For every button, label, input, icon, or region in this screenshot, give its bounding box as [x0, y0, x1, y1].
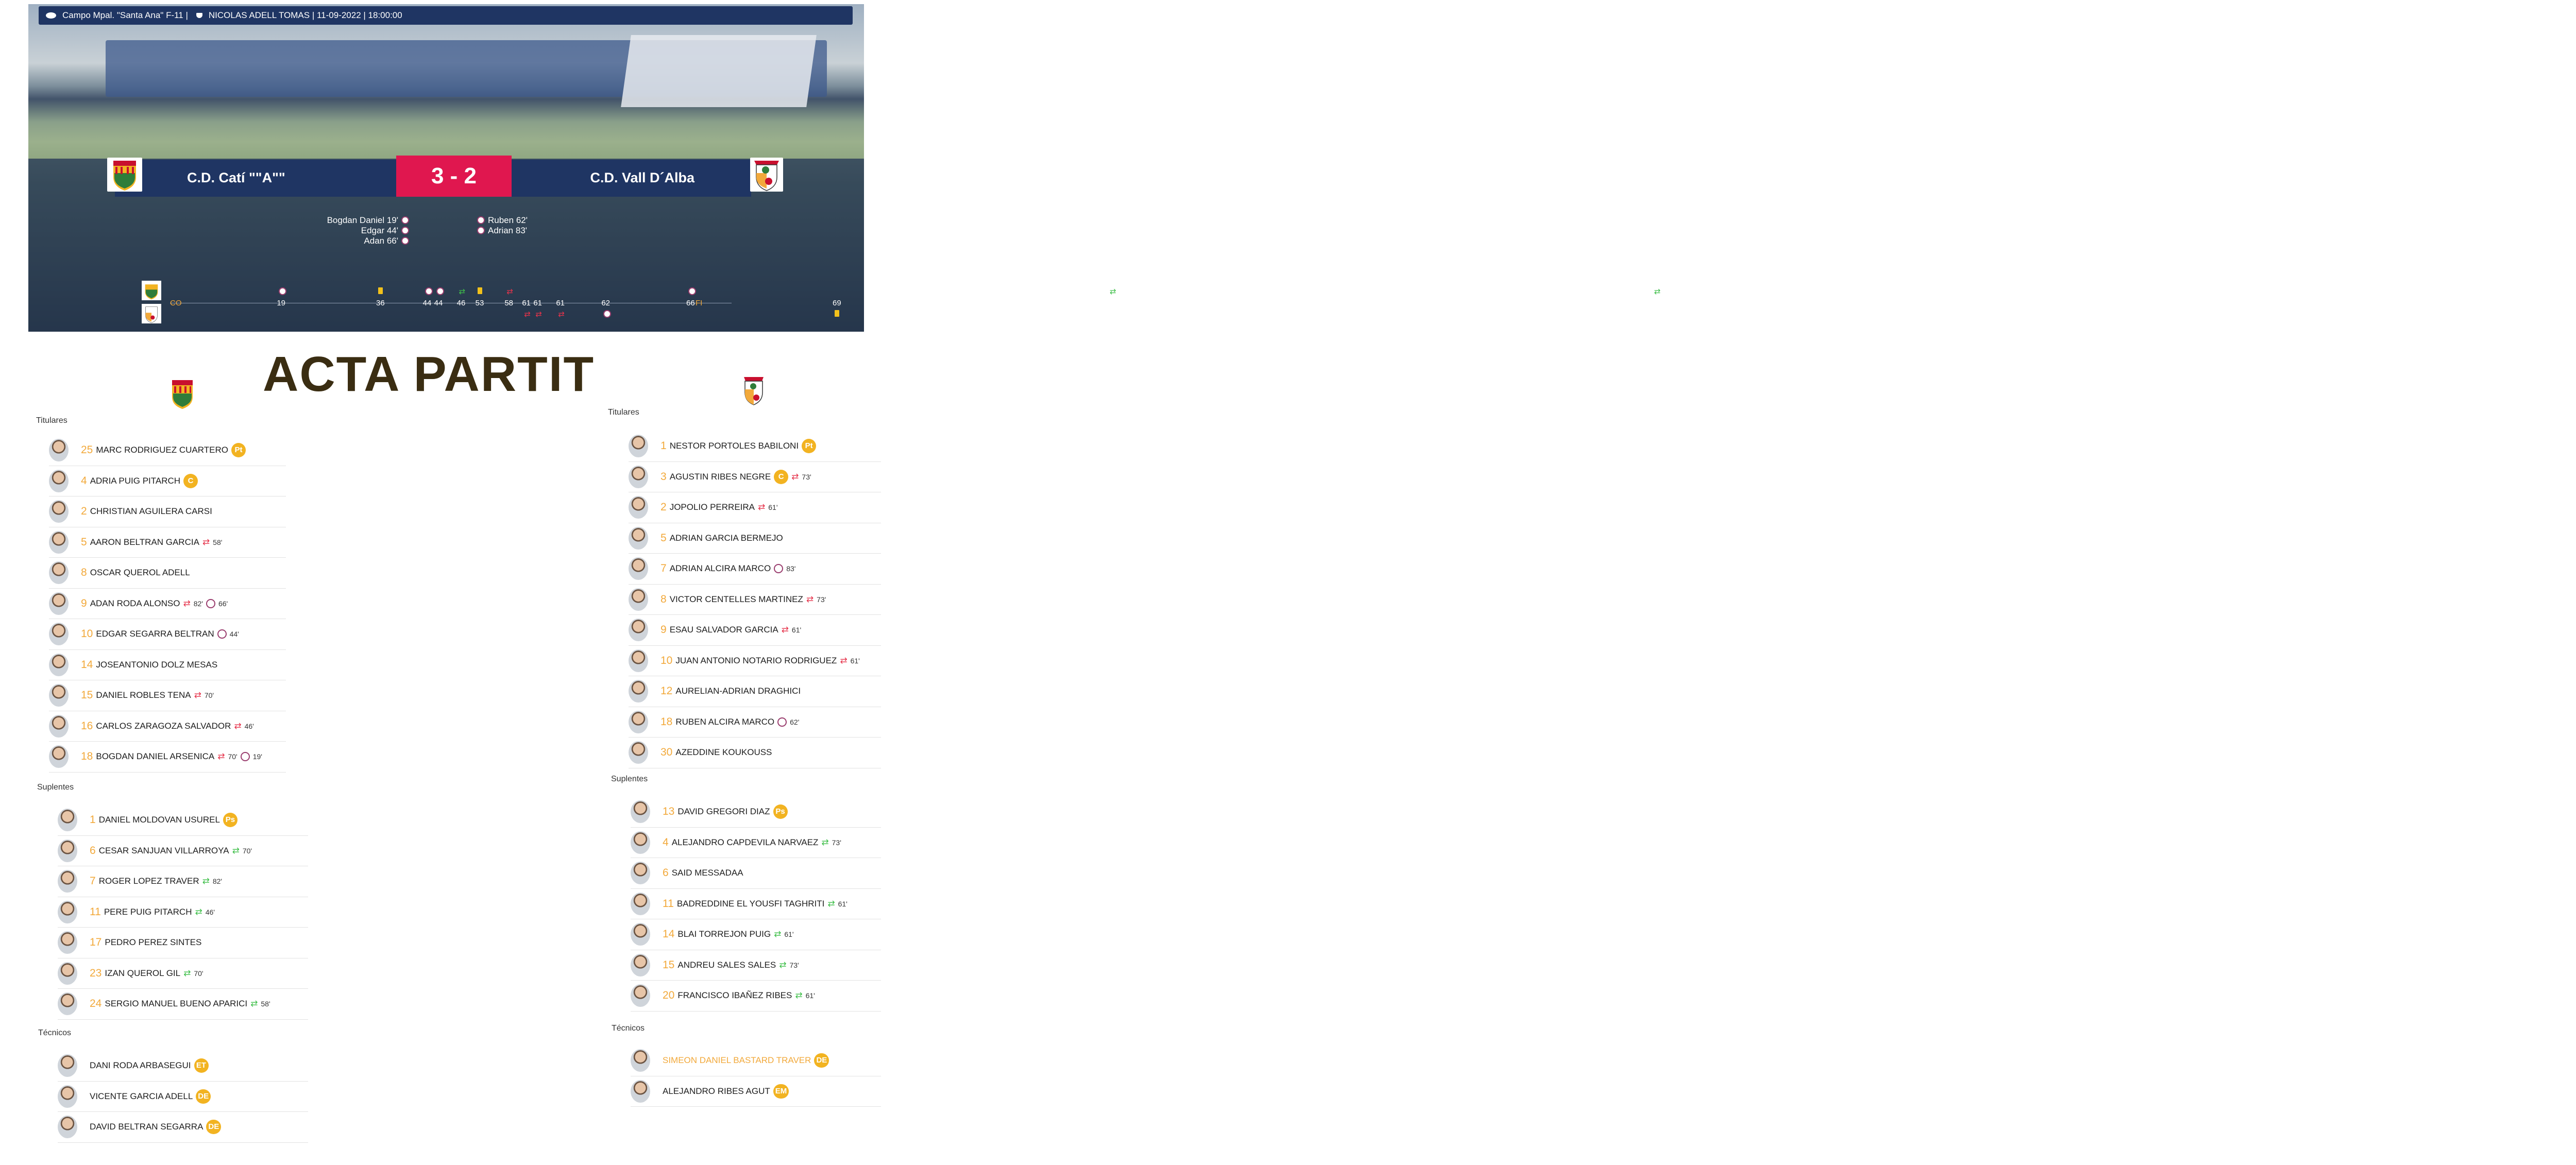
- player-avatar: [629, 588, 648, 611]
- player-avatar: [631, 923, 650, 946]
- substitution-event: ⇄ 61': [827, 899, 848, 909]
- home-staff-list: [58, 1051, 308, 1143]
- goal-icon: [603, 310, 611, 318]
- timeline-minute: 61: [533, 299, 543, 307]
- player-name[interactable]: ALEJANDRO RIBES AGUT: [663, 1086, 770, 1096]
- substitution-event: ⇄ 73': [779, 960, 799, 970]
- player-number: 4: [81, 474, 87, 487]
- player-number: 15: [663, 958, 675, 971]
- player-avatar: [49, 439, 69, 461]
- timeline-minute: 58: [504, 299, 514, 307]
- player-avatar: [629, 496, 648, 519]
- away-team-bar: [477, 160, 751, 197]
- substitution-event: ⇄ 58': [250, 999, 270, 1009]
- substitution-icon: [1110, 287, 1118, 295]
- home-crest-icon: [142, 281, 161, 300]
- referee-date-text: NICOLAS ADELL TOMAS | 11-09-2022 | 18:00:00: [208, 10, 402, 20]
- player-avatar: [58, 809, 77, 831]
- away-crest-icon[interactable]: [750, 158, 783, 192]
- role-badge: EM: [773, 1084, 789, 1099]
- player-row[interactable]: [629, 431, 881, 462]
- player-avatar: [58, 1116, 77, 1138]
- player-row[interactable]: [629, 492, 881, 523]
- player-number: 6: [90, 844, 96, 856]
- player-row[interactable]: [631, 889, 881, 920]
- goal-icon: [477, 216, 485, 224]
- substitution-icon: [524, 310, 532, 317]
- timeline-minute: 53: [475, 299, 484, 307]
- timeline-minute: 61: [556, 299, 565, 307]
- player-number: 9: [81, 597, 87, 609]
- substitution-icon: [558, 310, 566, 317]
- player-row[interactable]: [631, 1076, 881, 1107]
- substitution-event: ⇄ 70': [232, 846, 252, 856]
- player-row[interactable]: [631, 797, 881, 828]
- home-crest-icon[interactable]: [107, 158, 142, 192]
- player-avatar: [49, 654, 69, 676]
- substitution-event: ⇄ 61': [774, 929, 794, 939]
- substitution-icon: [535, 310, 544, 317]
- timeline-minute: 44: [422, 299, 432, 307]
- goal-icon: [477, 227, 485, 234]
- player-name[interactable]: SERGIO MANUEL BUENO APARICI: [105, 999, 248, 1009]
- player-avatar: [629, 619, 648, 641]
- timeline-minute: 69: [833, 299, 841, 307]
- away-titulares-label: Titulares: [608, 408, 639, 417]
- goal-event: 44': [217, 629, 239, 639]
- player-row[interactable]: [631, 919, 881, 950]
- substitution-event: ⇄ 61': [758, 502, 778, 512]
- yellow-card-icon: [835, 310, 839, 317]
- home-team-name: C.D. Catí ""A"": [187, 170, 285, 185]
- player-row[interactable]: [629, 523, 881, 554]
- player-name[interactable]: DAVID BELTRAN SEGARRA: [90, 1122, 204, 1132]
- player-name[interactable]: AZEDDINE KOUKOUSS: [675, 747, 772, 758]
- player-row[interactable]: [58, 836, 308, 867]
- player-avatar: [49, 470, 69, 492]
- player-name[interactable]: ADAN RODA ALONSO: [90, 598, 180, 608]
- home-crest-icon: [168, 378, 197, 411]
- goal-icon: [279, 287, 286, 295]
- player-avatar: [629, 680, 648, 703]
- player-row[interactable]: [49, 527, 286, 558]
- goal-event: 83': [774, 564, 795, 573]
- player-name[interactable]: ADRIAN ALCIRA MARCO: [669, 563, 771, 574]
- player-number: 2: [81, 505, 87, 518]
- player-name[interactable]: BOGDAN DANIEL ARSENICA: [96, 751, 215, 762]
- player-number: 15: [81, 689, 93, 701]
- role-badge: C: [774, 470, 788, 484]
- player-name[interactable]: JUAN ANTONIO NOTARIO RODRIGUEZ: [675, 655, 837, 665]
- home-team-bar: [115, 160, 396, 197]
- away-subs-list: [631, 797, 881, 1012]
- substitution-event: ⇄ 73': [806, 594, 826, 605]
- match-info-bar: [39, 6, 853, 25]
- player-row[interactable]: [629, 707, 881, 738]
- player-number: 17: [90, 936, 102, 949]
- player-row[interactable]: [58, 866, 308, 897]
- away-suplentes-label: Suplentes: [611, 775, 648, 783]
- player-avatar: [631, 893, 650, 915]
- player-avatar: [631, 862, 650, 884]
- player-avatar: [631, 800, 650, 823]
- player-number: 14: [663, 928, 675, 940]
- goal-icon: [401, 227, 409, 234]
- timeline-end: FI: [696, 299, 703, 307]
- player-row[interactable]: [49, 496, 286, 527]
- player-name[interactable]: VICENTE GARCIA ADELL: [90, 1091, 193, 1101]
- scoreboard: [87, 156, 778, 197]
- player-name[interactable]: JOPOLIO PERREIRA: [669, 502, 755, 512]
- away-starters-list: [629, 431, 881, 768]
- player-avatar: [58, 840, 77, 862]
- goal-icon: [401, 216, 409, 224]
- player-avatar: [58, 962, 77, 985]
- player-avatar: [631, 1049, 650, 1072]
- substitution-event: ⇄ 46': [234, 721, 254, 731]
- player-number: 11: [90, 905, 101, 918]
- away-scorers: [474, 215, 577, 236]
- player-number: 7: [660, 562, 667, 575]
- home-starters-list: [49, 435, 286, 773]
- player-number: 9: [660, 624, 667, 636]
- player-name[interactable]: AGUSTIN RIBES NEGRE: [669, 471, 771, 482]
- player-avatar: [58, 870, 77, 893]
- player-avatar: [58, 1085, 77, 1108]
- player-avatar: [629, 527, 648, 550]
- role-badge: ET: [194, 1058, 209, 1073]
- player-avatar: [629, 741, 648, 764]
- player-number: 8: [660, 593, 667, 605]
- player-row[interactable]: [629, 646, 881, 677]
- player-number: 18: [660, 715, 673, 728]
- player-row[interactable]: [631, 828, 881, 859]
- player-avatar: [58, 1054, 77, 1077]
- player-avatar: [629, 557, 648, 580]
- goal-event: 19': [241, 752, 262, 761]
- player-name[interactable]: PERE PUIG PITARCH: [104, 906, 192, 917]
- player-number: 10: [81, 628, 93, 640]
- player-avatar: [49, 745, 69, 768]
- player-name[interactable]: ANDREU SALES SALES: [677, 960, 776, 970]
- away-scorer: Ruben 62': [474, 215, 577, 226]
- player-row[interactable]: [49, 742, 286, 773]
- referee-icon: [196, 13, 202, 18]
- player-row[interactable]: [58, 1051, 308, 1082]
- player-row[interactable]: [631, 981, 881, 1012]
- timeline-minute: 46: [456, 299, 466, 307]
- player-avatar: [49, 623, 69, 645]
- stadium-icon: [46, 12, 56, 19]
- away-team-name: C.D. Vall D´Alba: [590, 170, 694, 185]
- player-row[interactable]: [49, 711, 286, 742]
- player-row[interactable]: [58, 805, 308, 836]
- player-number: 24: [90, 998, 102, 1010]
- player-number: 18: [81, 750, 93, 763]
- substitution-event: ⇄ 82': [183, 598, 203, 609]
- player-number: 16: [81, 719, 93, 732]
- player-avatar: [49, 715, 69, 738]
- player-row[interactable]: [58, 989, 308, 1020]
- home-scorers: [289, 215, 412, 246]
- substitution-event: ⇄ 70': [183, 968, 204, 979]
- home-subs-list: [58, 805, 308, 1020]
- player-name[interactable]: BLAI TORREJON PUIG: [677, 929, 771, 939]
- role-badge: Pt: [802, 439, 816, 453]
- player-row[interactable]: [49, 558, 286, 589]
- player-name[interactable]: DANIEL ROBLES TENA: [96, 690, 191, 700]
- player-row[interactable]: [49, 619, 286, 650]
- role-badge: DE: [196, 1089, 211, 1104]
- goal-icon: [688, 287, 696, 295]
- player-number: 1: [660, 440, 667, 452]
- away-staff-list: [631, 1046, 881, 1107]
- player-avatar: [49, 500, 69, 523]
- venue-text: Campo Mpal. "Santa Ana" F-11 |: [62, 10, 188, 20]
- player-number: 30: [660, 746, 673, 759]
- substitution-event: ⇄ 61': [795, 990, 815, 1001]
- player-avatar: [631, 984, 650, 1007]
- player-number: 25: [81, 444, 93, 456]
- stadium-building: [621, 35, 817, 107]
- player-name[interactable]: ESAU SALVADOR GARCIA: [669, 625, 778, 635]
- substitution-event: ⇄ 73': [821, 837, 841, 848]
- score: 3 - 2: [396, 156, 512, 197]
- home-scorer: Adan 66': [289, 236, 412, 246]
- substitution-icon: [506, 287, 515, 295]
- substitution-event: ⇄ 58': [202, 537, 223, 547]
- player-avatar: [49, 561, 69, 584]
- player-row[interactable]: [49, 680, 286, 711]
- player-number: 7: [90, 875, 96, 887]
- player-number: 13: [663, 806, 675, 818]
- player-row[interactable]: [58, 928, 308, 958]
- player-name[interactable]: IZAN QUEROL GIL: [105, 968, 181, 978]
- yellow-card-icon: [478, 287, 482, 294]
- player-number: 4: [663, 836, 669, 848]
- player-number: 1: [90, 814, 96, 826]
- timeline-minute: 70: [1108, 299, 1116, 307]
- player-avatar: [58, 992, 77, 1015]
- player-avatar: [49, 531, 69, 554]
- player-avatar: [49, 684, 69, 707]
- goal-icon: [401, 237, 409, 245]
- player-name[interactable]: CESAR SANJUAN VILLARROYA: [98, 845, 229, 855]
- player-row[interactable]: [49, 435, 286, 466]
- timeline-start: CO: [170, 299, 182, 307]
- player-avatar: [629, 435, 648, 457]
- substitution-event: ⇄ 70': [217, 751, 238, 762]
- player-name[interactable]: CHRISTIAN AGUILERA CARSI: [90, 506, 212, 517]
- player-avatar: [58, 931, 77, 954]
- player-name[interactable]: ADRIA PUIG PITARCH: [90, 475, 181, 486]
- player-number: 14: [81, 658, 93, 671]
- role-badge: Pt: [231, 443, 246, 457]
- timeline-minute: 44: [434, 299, 443, 307]
- home-scorer: Edgar 44': [289, 226, 412, 236]
- player-name[interactable]: PEDRO PEREZ SINTES: [105, 937, 202, 948]
- player-name[interactable]: MARC RODRIGUEZ CUARTERO: [96, 445, 228, 455]
- player-row[interactable]: [629, 554, 881, 585]
- timeline-minute: 19: [277, 299, 286, 307]
- player-avatar: [631, 1080, 650, 1103]
- player-number: 5: [81, 536, 87, 548]
- player-number: 10: [660, 654, 673, 666]
- player-row[interactable]: [631, 950, 881, 981]
- player-name[interactable]: DAVID GREGORI DIAZ: [677, 807, 770, 817]
- role-badge: Ps: [223, 813, 238, 827]
- player-name[interactable]: CARLOS ZARAGOZA SALVADOR: [96, 721, 231, 731]
- goal-event: 62': [777, 717, 799, 727]
- player-row[interactable]: [49, 589, 286, 620]
- player-row[interactable]: [629, 738, 881, 768]
- substitution-icon: [1654, 287, 1663, 295]
- role-badge: C: [183, 474, 198, 488]
- away-crest-icon: [742, 375, 766, 407]
- substitution-event: ⇄ 73': [791, 472, 811, 482]
- player-number: 2: [660, 501, 667, 513]
- player-number: 20: [663, 989, 675, 1002]
- player-row[interactable]: [58, 1082, 308, 1112]
- player-name[interactable]: DANI RODA ARBASEGUI: [90, 1060, 191, 1071]
- player-avatar: [631, 831, 650, 854]
- player-number: 8: [81, 567, 87, 579]
- goal-icon: [425, 287, 433, 295]
- timeline-minute: 61: [522, 299, 531, 307]
- player-row[interactable]: [49, 650, 286, 681]
- player-name[interactable]: BADREDDINE EL YOUSFI TAGHRITI: [676, 898, 825, 909]
- substitution-event: ⇄ 82': [202, 876, 223, 886]
- substitution-event: ⇄ 61': [840, 656, 860, 666]
- page-title: ACTA PARTIT: [263, 347, 595, 402]
- timeline-minute: 66: [686, 299, 695, 307]
- player-row[interactable]: [629, 585, 881, 615]
- goal-event: 66': [206, 599, 228, 608]
- player-row[interactable]: [58, 958, 308, 989]
- player-name[interactable]: NESTOR PORTOLES BABILONI: [669, 441, 799, 451]
- player-avatar: [49, 592, 69, 615]
- timeline-minute: 62: [601, 299, 611, 307]
- substitution-event: ⇄ 61': [782, 625, 802, 635]
- timeline-minute: 70: [1652, 299, 1661, 307]
- player-row[interactable]: [629, 615, 881, 646]
- player-number: 12: [660, 685, 673, 697]
- away-tecnicos-label: Técnicos: [612, 1024, 645, 1033]
- player-row[interactable]: [631, 858, 881, 889]
- player-row[interactable]: [58, 1112, 308, 1143]
- goal-icon: [436, 287, 444, 295]
- player-name[interactable]: ADRIAN GARCIA BERMEJO: [669, 533, 783, 543]
- player-avatar: [631, 954, 650, 976]
- role-badge: Ps: [773, 804, 788, 819]
- player-number: 11: [663, 897, 674, 910]
- player-avatar: [58, 901, 77, 923]
- player-name[interactable]: VICTOR CENTELLES MARTINEZ: [669, 594, 803, 604]
- player-name[interactable]: AURELIAN-ADRIAN DRAGHICI: [675, 686, 801, 696]
- player-number: 3: [660, 470, 667, 483]
- away-scorer: Adrian 83': [474, 226, 577, 236]
- player-name[interactable]: EDGAR SEGARRA BELTRAN: [96, 629, 214, 639]
- substitution-event: ⇄ 46': [195, 907, 215, 917]
- player-row[interactable]: [631, 1046, 881, 1076]
- player-name[interactable]: ROGER LOPEZ TRAVER: [98, 876, 199, 886]
- player-name[interactable]: SIMEON DANIEL BASTARD TRAVER: [663, 1055, 811, 1066]
- player-name[interactable]: DANIEL MOLDOVAN USUREL: [98, 815, 220, 825]
- timeline-minute: 36: [376, 299, 385, 307]
- player-row[interactable]: [49, 466, 286, 497]
- player-number: 6: [663, 867, 669, 879]
- player-name[interactable]: AARON BELTRAN GARCIA: [90, 537, 199, 547]
- player-name[interactable]: RUBEN ALCIRA MARCO: [675, 716, 775, 727]
- player-name[interactable]: ALEJANDRO CAPDEVILA NARVAEZ: [671, 837, 819, 847]
- player-avatar: [629, 649, 648, 672]
- home-titulares-label: Titulares: [36, 416, 67, 425]
- player-name[interactable]: OSCAR QUEROL ADELL: [90, 568, 190, 578]
- player-name[interactable]: JOSEANTONIO DOLZ MESAS: [96, 659, 218, 670]
- player-row[interactable]: [629, 462, 881, 493]
- substitution-event: ⇄ 70': [194, 690, 214, 700]
- role-badge: DE: [206, 1120, 221, 1134]
- home-tecnicos-label: Técnicos: [38, 1029, 72, 1037]
- role-badge: DE: [814, 1053, 829, 1068]
- player-row[interactable]: [58, 897, 308, 928]
- home-scorer: Bogdan Daniel 19': [289, 215, 412, 226]
- match-timeline: [139, 278, 1661, 330]
- home-suplentes-label: Suplentes: [37, 783, 74, 792]
- yellow-card-icon: [378, 287, 383, 294]
- player-row[interactable]: [629, 676, 881, 707]
- substitution-icon: [459, 287, 467, 295]
- away-crest-icon: [142, 304, 161, 323]
- player-name[interactable]: SAID MESSADAA: [671, 868, 743, 878]
- player-avatar: [629, 466, 648, 488]
- player-name[interactable]: FRANCISCO IBAÑEZ RIBES: [677, 990, 792, 1001]
- player-number: 23: [90, 967, 102, 979]
- player-avatar: [629, 711, 648, 733]
- player-number: 5: [660, 532, 667, 544]
